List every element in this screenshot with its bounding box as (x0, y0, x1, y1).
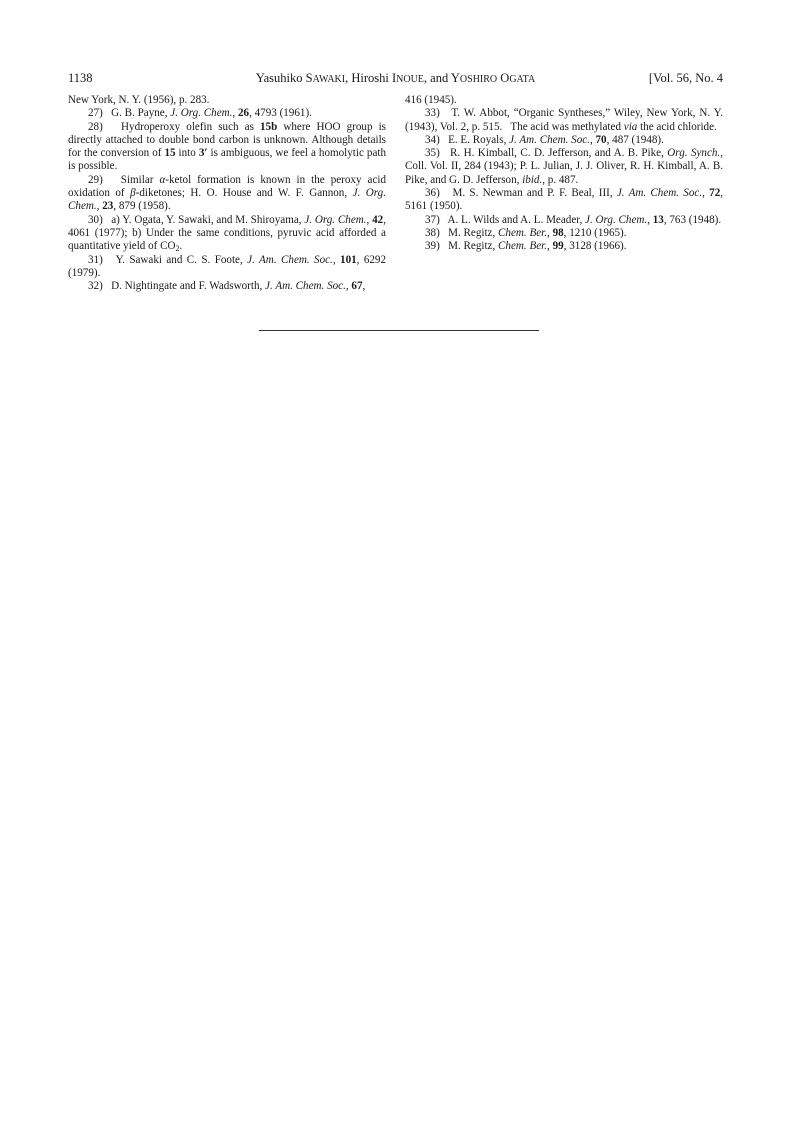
volume-issue: [Vol. 56, No. 4 (648, 71, 723, 85)
reference-entry: 38) M. Regitz, Chem. Ber., 98, 1210 (1965). (425, 226, 627, 239)
reference-entry: 31) Y. Sawaki and C. S. Foote, J. Am. Chem. Soc., 101, 6292 (1979). (68, 253, 387, 279)
end-of-article-rule (259, 330, 539, 331)
page-number: 1138 (68, 71, 93, 85)
reference-entry: 37) A. L. Wilds and A. L. Meader, J. Org. Chem., 13, 763 (1948). (425, 213, 722, 226)
reference-entry: 33) T. W. Abbot, “Organic Syntheses,” Wiley, New York, N. Y. (1943), Vol. 2, p. 515. The acid was methylated via the acid chloride. (405, 107, 723, 133)
reference-entry: 27) G. B. Payne, J. Org. Chem., 26, 4793 (1961). (88, 107, 312, 120)
reference-entry: 28) Hydroperoxy olefin such as 15b where HOO group is directly attached to double bond carbon is unknown. Although details for the conversion of 15 into 3′ is ambiguous, we feel a homolytic path is possible. (68, 120, 386, 173)
reference-entry: 29) Similar α-ketol formation is known in the peroxy acid oxidation of β-diketones; H. O. House and W. F. Gannon, J. Org. Chem., 23, 879 (1958). (68, 173, 386, 213)
reference-entry: 39) M. Regitz, Chem. Ber., 99, 3128 (1966). (425, 240, 627, 253)
reference-entry: 416 (1945). (405, 94, 457, 106)
reference-entry: 32) D. Nightingate and F. Wadsworth, J. Am. Chem. Soc., 67, (88, 280, 366, 293)
reference-entry: New York, N. Y. (1956), p. 283. (68, 94, 210, 106)
reference-entry: 30) a) Y. Ogata, Y. Sawaki, and M. Shiroyama, J. Org. Chem., 42, 4061 (1977); b) Under the same conditions, pyruvic acid afforded a quantitative yield of $CO_2$. (68, 213, 386, 254)
references-right-column (405, 94, 723, 254)
author-line: Yasuhiko SAWAKI, Hiroshi INOUE, and YOSHIRO OGATA (255, 71, 536, 85)
references-left-column (68, 94, 386, 293)
reference-entry: 36) M. S. Newman and P. F. Beal, III, J. Am. Chem. Soc., 72, 5161 (1950). (405, 187, 724, 213)
running-header (68, 70, 723, 86)
reference-entry: 34) E. E. Royals, J. Am. Chem. Soc., 70, 487 (1948). (425, 133, 664, 146)
reference-entry: 35) R. H. Kimball, C. D. Jefferson, and A. B. Pike, Org. Synch., Coll. Vol. II, 284 (1943); P. L. Julian, J. J. Oliver, R. H. Kimball, A. B. Pike, and G. D. Jefferson, ibid., p. 487. (405, 147, 723, 186)
